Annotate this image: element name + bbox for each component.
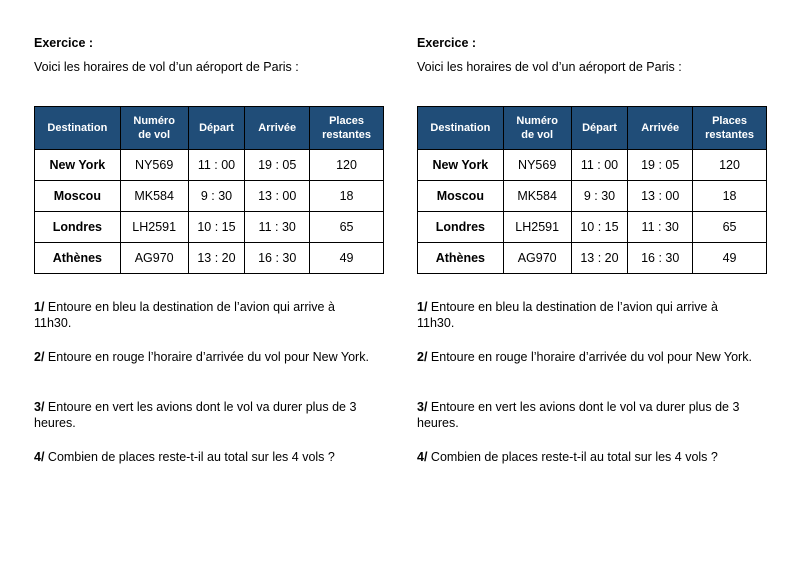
- exercise-panel-right: [417, 0, 777, 566]
- cell-seats-left: 49: [693, 243, 767, 274]
- header-arrival: Arrivée: [628, 107, 693, 150]
- question-number: 2/: [34, 350, 45, 364]
- question-number: 3/: [417, 400, 428, 414]
- cell-flight-number: NY569: [120, 150, 188, 181]
- cell-flight-number: MK584: [503, 181, 571, 212]
- cell-destination: Londres: [35, 212, 121, 243]
- header-seats-left: Places restantes: [310, 107, 384, 150]
- question-3: [417, 399, 757, 431]
- cell-destination: Athènes: [418, 243, 504, 274]
- exercise-intro: Voici les horaires de vol d’un aéroport de Paris :: [34, 60, 299, 74]
- question-text: Entoure en vert les avions dont le vol va durer plus de 3 heures.: [417, 400, 740, 430]
- table-header-row: [418, 107, 767, 150]
- exercise-intro: Voici les horaires de vol d’un aéroport de Paris :: [417, 60, 682, 74]
- cell-seats-left: 18: [310, 181, 384, 212]
- cell-arrival: 19 : 05: [245, 150, 310, 181]
- question-number: 4/: [34, 450, 45, 464]
- cell-seats-left: 120: [693, 150, 767, 181]
- cell-arrival: 19 : 05: [628, 150, 693, 181]
- cell-departure: 13 : 20: [188, 243, 245, 274]
- question-number: 1/: [34, 300, 45, 314]
- cell-departure: 10 : 15: [188, 212, 245, 243]
- cell-seats-left: 65: [693, 212, 767, 243]
- exercise-title: Exercice :: [34, 36, 94, 50]
- cell-flight-number: LH2591: [120, 212, 188, 243]
- cell-departure: 13 : 20: [571, 243, 628, 274]
- flight-schedule-table: [417, 106, 767, 274]
- question-number: 2/: [417, 350, 428, 364]
- table-header-row: [35, 107, 384, 150]
- cell-arrival: 13 : 00: [628, 181, 693, 212]
- table-row: [418, 212, 767, 243]
- question-2: [34, 349, 374, 365]
- table-row: [35, 181, 384, 212]
- header-departure: Départ: [571, 107, 628, 150]
- question-1: [34, 299, 374, 331]
- table-row: [418, 181, 767, 212]
- cell-seats-left: 120: [310, 150, 384, 181]
- header-seats-left: Places restantes: [693, 107, 767, 150]
- question-text: Entoure en bleu la destination de l’avion qui arrive à 11h30.: [417, 300, 718, 330]
- cell-flight-number: LH2591: [503, 212, 571, 243]
- header-flight-number: Numéro de vol: [120, 107, 188, 150]
- header-arrival: Arrivée: [245, 107, 310, 150]
- question-text: Combien de places reste-t-il au total sur les 4 vols ?: [427, 450, 718, 464]
- cell-destination: Moscou: [35, 181, 121, 212]
- cell-destination: Londres: [418, 212, 504, 243]
- table-row: [35, 150, 384, 181]
- question-text: Entoure en bleu la destination de l’avion qui arrive à 11h30.: [34, 300, 335, 330]
- header-flight-number: Numéro de vol: [503, 107, 571, 150]
- cell-seats-left: 18: [693, 181, 767, 212]
- cell-flight-number: MK584: [120, 181, 188, 212]
- question-4: [34, 449, 374, 465]
- header-destination: Destination: [418, 107, 504, 150]
- question-number: 3/: [34, 400, 45, 414]
- cell-destination: Athènes: [35, 243, 121, 274]
- question-text: Combien de places reste-t-il au total sur les 4 vols ?: [44, 450, 335, 464]
- question-2: [417, 349, 757, 365]
- cell-arrival: 16 : 30: [245, 243, 310, 274]
- cell-seats-left: 49: [310, 243, 384, 274]
- header-destination: Destination: [35, 107, 121, 150]
- cell-flight-number: NY569: [503, 150, 571, 181]
- cell-destination: New York: [418, 150, 504, 181]
- cell-departure: 11 : 00: [571, 150, 628, 181]
- question-number: 1/: [417, 300, 428, 314]
- cell-arrival: 16 : 30: [628, 243, 693, 274]
- header-departure: Départ: [188, 107, 245, 150]
- flight-schedule-table: [34, 106, 384, 274]
- cell-destination: New York: [35, 150, 121, 181]
- table-row: [35, 243, 384, 274]
- cell-departure: 11 : 00: [188, 150, 245, 181]
- table-row: [418, 150, 767, 181]
- exercise-panel-left: [34, 0, 394, 566]
- cell-departure: 9 : 30: [188, 181, 245, 212]
- question-3: [34, 399, 374, 431]
- question-text: Entoure en vert les avions dont le vol va durer plus de 3 heures.: [34, 400, 357, 430]
- cell-departure: 10 : 15: [571, 212, 628, 243]
- question-number: 4/: [417, 450, 428, 464]
- cell-arrival: 11 : 30: [245, 212, 310, 243]
- exercise-title: Exercice :: [417, 36, 477, 50]
- cell-flight-number: AG970: [503, 243, 571, 274]
- cell-arrival: 13 : 00: [245, 181, 310, 212]
- question-1: [417, 299, 757, 331]
- question-text: Entoure en rouge l’horaire d’arrivée du vol pour New York.: [44, 350, 369, 364]
- cell-departure: 9 : 30: [571, 181, 628, 212]
- table-row: [418, 243, 767, 274]
- cell-seats-left: 65: [310, 212, 384, 243]
- table-row: [35, 212, 384, 243]
- question-4: [417, 449, 757, 465]
- cell-arrival: 11 : 30: [628, 212, 693, 243]
- cell-destination: Moscou: [418, 181, 504, 212]
- cell-flight-number: AG970: [120, 243, 188, 274]
- question-text: Entoure en rouge l’horaire d’arrivée du vol pour New York.: [427, 350, 752, 364]
